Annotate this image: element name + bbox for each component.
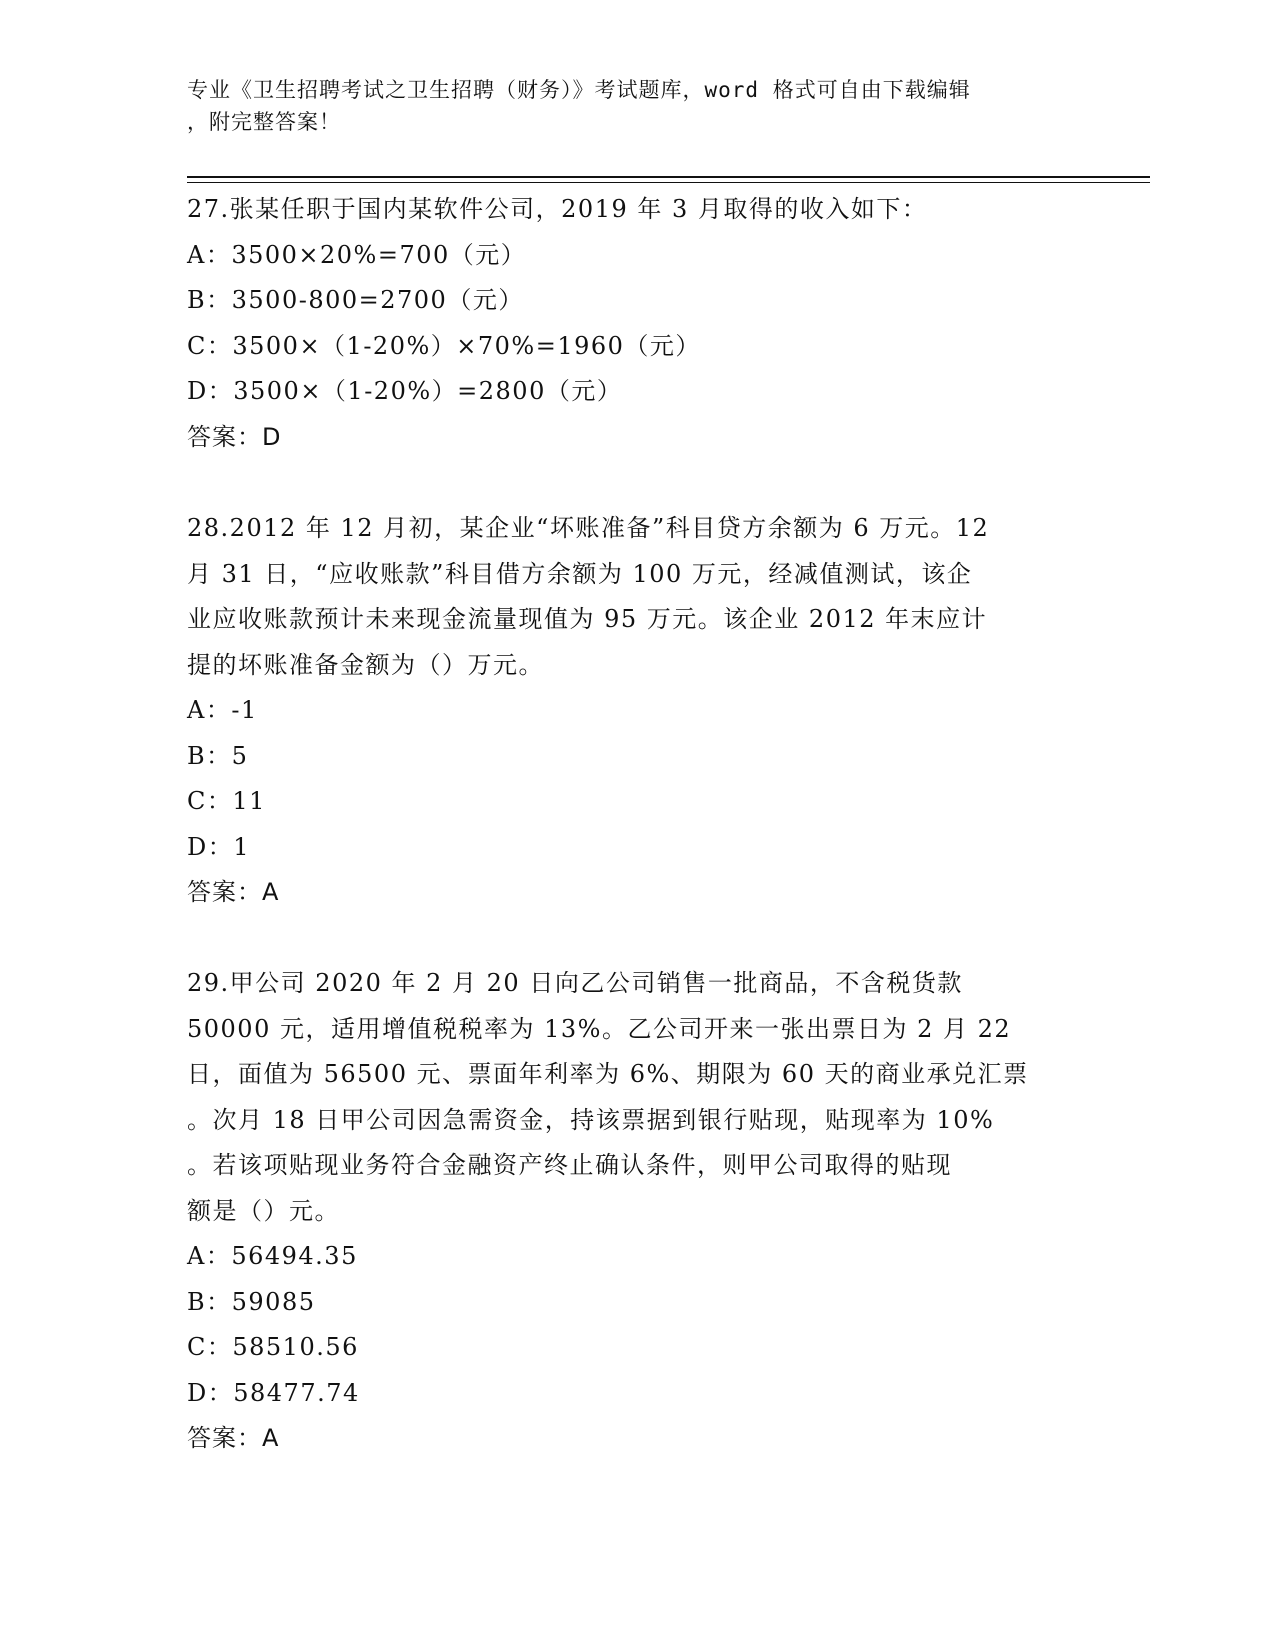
question-stem: 月 31 日，“应收账款”科目借方余额为 100 万元，经减值测试，该企 [187, 559, 973, 588]
question-stem: 。若该项贴现业务符合金融资产终止确认条件，则甲公司取得的贴现 [187, 1151, 952, 1179]
option-b: B：3500-800=2700（元） [187, 286, 524, 314]
question-27 [187, 187, 1087, 460]
header-line: 专业《卫生招聘考试之卫生招聘（财务）》考试题库，word 格式可自由下载编辑 [187, 78, 971, 102]
answer: 答案：D [187, 422, 282, 451]
option-d: D：58477.74 [187, 1378, 360, 1407]
answer: 答案：A [187, 878, 280, 906]
option-c: C：3500×（1-20%）×70%=1960（元） [187, 331, 701, 360]
option-d: D：1 [187, 832, 251, 861]
option-c: C：11 [187, 787, 266, 815]
question-29 [187, 961, 1087, 1462]
option-a: A：56494.35 [187, 1242, 358, 1270]
question-28 [187, 506, 1087, 916]
question-stem: 。次月 18 日甲公司因急需资金，持该票据到银行贴现，贴现率为 10% [187, 1105, 995, 1134]
header-divider-thin [187, 182, 1150, 183]
option-a: A：3500×20%=700（元） [187, 240, 527, 269]
question-stem: 业应收账款预计未来现金流量现值为 95 万元。该企业 2012 年末应计 [187, 605, 988, 633]
header-line: ，附完整答案！ [187, 110, 341, 134]
question-stem: 29.甲公司 2020 年 2 月 20 日向乙公司销售一批商品，不含税货款 [187, 969, 963, 997]
question-stem: 提的坏账准备金额为（）万元。 [187, 650, 544, 679]
question-stem: 27.张某任职于国内某软件公司，2019 年 3 月取得的收入如下： [187, 195, 928, 223]
header-divider [187, 176, 1150, 178]
option-a: A：-1 [187, 696, 258, 724]
question-stem: 日，面值为 56500 元、票面年利率为 6%、期限为 60 天的商业承兑汇票 [187, 1060, 1029, 1088]
option-d: D：3500×（1-20%）=2800（元） [187, 377, 623, 405]
question-stem: 50000 元，适用增值税税率为 13%。乙公司开来一张出票日为 2 月 22 [187, 1014, 1012, 1043]
option-c: C：58510.56 [187, 1333, 359, 1361]
answer: 答案：A [187, 1424, 280, 1452]
option-b: B：5 [187, 741, 249, 770]
question-stem: 额是（）元。 [187, 1196, 340, 1225]
option-b: B：59085 [187, 1287, 316, 1316]
document-header [187, 74, 1067, 138]
question-stem: 28.2012 年 12 月初，某企业“坏账准备”科目贷方余额为 6 万元。12 [187, 514, 990, 542]
